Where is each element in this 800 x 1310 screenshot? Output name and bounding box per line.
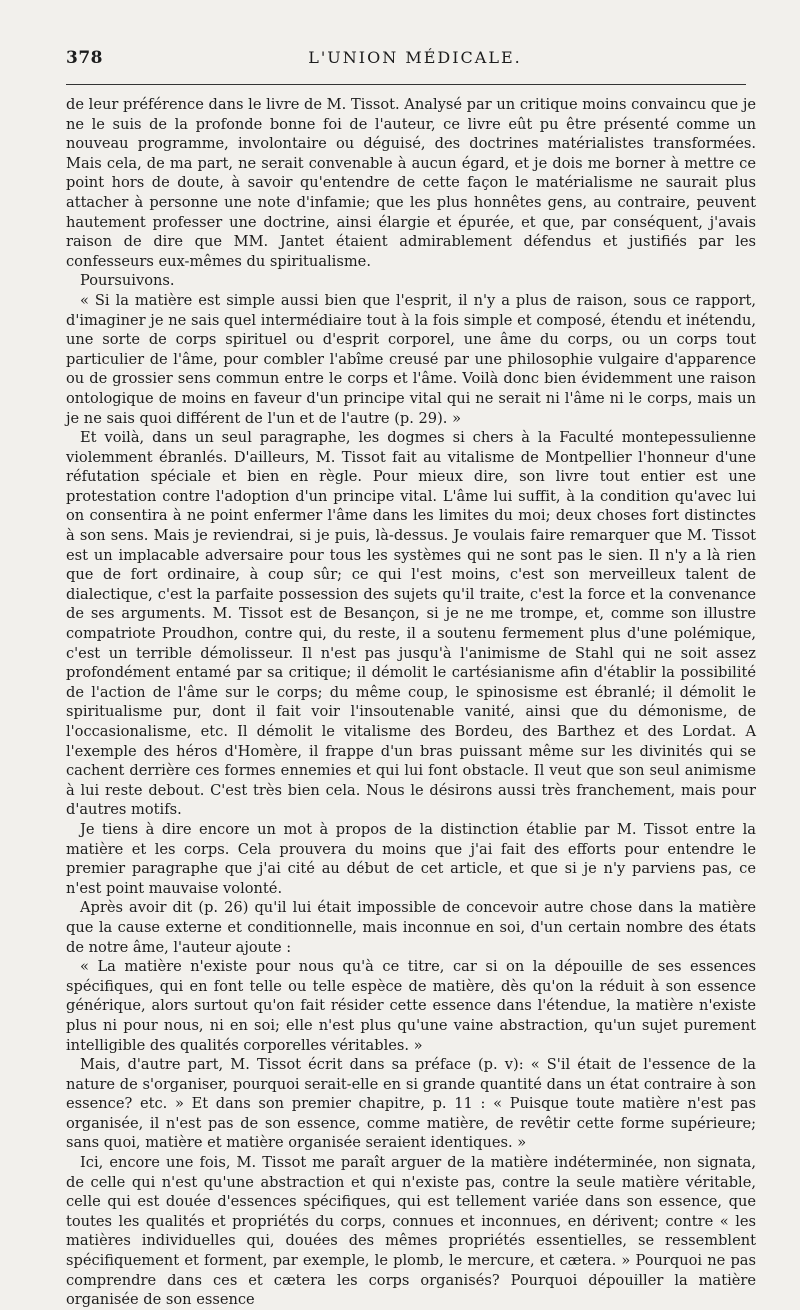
quoted-paragraph: « La matière n'existe pour nous qu'à ce titre, car si on la dépouille de ses essences spécifiques, qui en font telle ou telle espèce de matière, dès qu'on la réduit à son essence générique, alors surtout qu'on fait résider cette essence dans l'étendue, la matière n'existe plus ni pour nous, ni en soi; elle n'est plus qu'une vaine abstraction, qu'un sujet purement intelligible des qualités corporelles véritables. » [66,958,756,1054]
paragraph: Mais, d'autre part, M. Tissot écrit dans sa préface (p. v): « S'il était de l'essence de la nature de s'organiser, pourquoi serait-elle en si grande quantité dans un état contraire à son essence? etc. » Et dans son premier chapitre, p. 11 : « Puisque toute matière n'est pas organisée, il n'est pas de son essence, comme matière, de revêtir cette forme supérieure; sans quoi, matière et matière organisée seraient identiques. » [66,1056,756,1152]
paragraph: Et voilà, dans un seul paragraphe, les dogmes si chers à la Faculté montepessulienne violemment ébranlés. D'ailleurs, M. Tissot fait au vitalisme de Montpellier l'honneur d'une réfutation spéciale et bien en règle. Pour mieux dire, son livre tout entier est une protestation contre l'adoption d'un principe vital. L'âme lui suffit, à la condition qu'avec lui on consentira à ne point enfermer l'âme dans les limites du moi; deux choses fort distinctes à son sens. Mais je reviendrai, si je puis, là-dessus. Je voulais faire remarquer que M. Tissot est un implacable adversaire pour tous les systèmes qui ne sont pas le sien. Il n'y a là rien que de fort ordinaire, à coup sûr; ce qui l'est moins, c'est son merveilleux talent de dialectique, c'est la parfaite possession des sujets qu'il traite, c'est la force et la convenance de ses arguments. M. Tissot est de Besançon, si je ne me trompe, et, comme son illustre compatriote Proudhon, contre qui, du reste, il a soutenu fermement plus d'une polémique, c'est un terrible démolisseur. Il n'est pas jusqu'à l'animisme de Stahl qui ne soit assez profondément entamé par sa critique; il démolit le cartésianisme afin d'établir la possibilité de l'action de l'âme sur le corps; du même coup, le spinosisme est ébranlé; il démolit le spiritualisme pur, dont il fait voir l'insoutenable vanité, ainsi que du démonisme, de l'occasionalisme, etc. Il démolit le vitalisme des Bordeu, des Barthez et des Lordat. A l'exemple des héros d'Homère, il frappe d'un bras puissant même sur les divinités qui se cachent derrière ces formes ennemies et qui lui font obstacle. Il veut que son seul animisme à lui reste debout. C'est très bien cela. Nous le désirons aussi très franchement, mais pour d'autres motifs. [66,429,756,819]
quoted-paragraph: « Si la matière est simple aussi bien que l'esprit, il n'y a plus de raison, sous ce rapport, d'imaginer je ne sais quel intermédiaire tout à la fois simple et composé, étendu et inétendu, une sorte de corps spirituel ou d'esprit corporel, une âme du corps, ou un corps tout particulier de l'âme, pour combler l'abîme creusé par une philosophie vulgaire d'apparence ou de grossier sens commun entre le corps et l'âme. Voilà donc bien évidemment une raison ontologique de moins en faveur d'un principe vital qui ne serait ni l'âme ni le corps, mais un je ne sais quoi différent de l'un et de l'autre (p. 29). » [66,291,756,427]
paragraph: de leur préférence dans le livre de M. Tissot. Analysé par un critique moins convaincu que je ne le suis de la profonde bonne foi de l'auteur, ce livre eût pu être présenté comme un nouveau programme, involontaire ou déguisé, des doctrines matérialistes transformées. Mais cela, de ma part, ne serait convenable à aucun égard, et je dois me borner à mettre ce point hors de doute, à savoir qu'entendre de cette façon le matérialisme ne saurait plus attacher à personne une note d'infamie; que les plus honnêtes gens, au contraire, peuvent hautement professer une doctrine, ainsi élargie et épurée, et que, par conséquent, j'avais raison de dire que MM. Jantet étaient admirablement défendus et justifiés par les confesseurs eux-mêmes du spiritualisme. [66,96,756,270]
page-header [66,40,764,76]
paragraph: Poursuivons. [80,272,175,290]
article-body [66,95,756,1310]
paragraph: Après avoir dit (p. 26) qu'il lui était impossible de concevoir autre chose dans la matière que la cause externe et conditionnelle, mais inconnue en soi, d'un certain nombre des états de notre âme, l'auteur ajoute : [66,899,756,956]
running-title: L'UNION MÉDICALE. [308,48,522,67]
paragraph: Je tiens à dire encore un mot à propos de la distinction établie par M. Tissot entre la matière et les corps. Cela prouvera du moins que j'ai fait des efforts pour entendre le premier paragraphe que j'ai cité au début de cet article, et que si je n'y parviens pas, ce n'est point mauvaise volonté. [66,820,756,897]
paragraph: Ici, encore une fois, M. Tissot me paraît arguer de la matière indéterminée, non signata, de celle qui n'est qu'une abstraction et qui n'existe pas, contre la seule matière véritable, celle qui est douée d'essences spécifiques, qui est tellement variée dans son essence, que toutes les qualités et propriétés du corps, connues et inconnues, en dérivent; contre « les matières individuelles qui, douées des mêmes propriétés essentielles, se ressemblent spécifiquement et forment, par exemple, le plomb, le mercure, et cætera. » Pourquoi ne pas comprendre dans ces et cætera les corps organisés? Pourquoi dépouiller la matière organisée de son essence [66,1154,756,1309]
page-number: 378 [66,48,103,68]
header-rule [66,84,746,85]
